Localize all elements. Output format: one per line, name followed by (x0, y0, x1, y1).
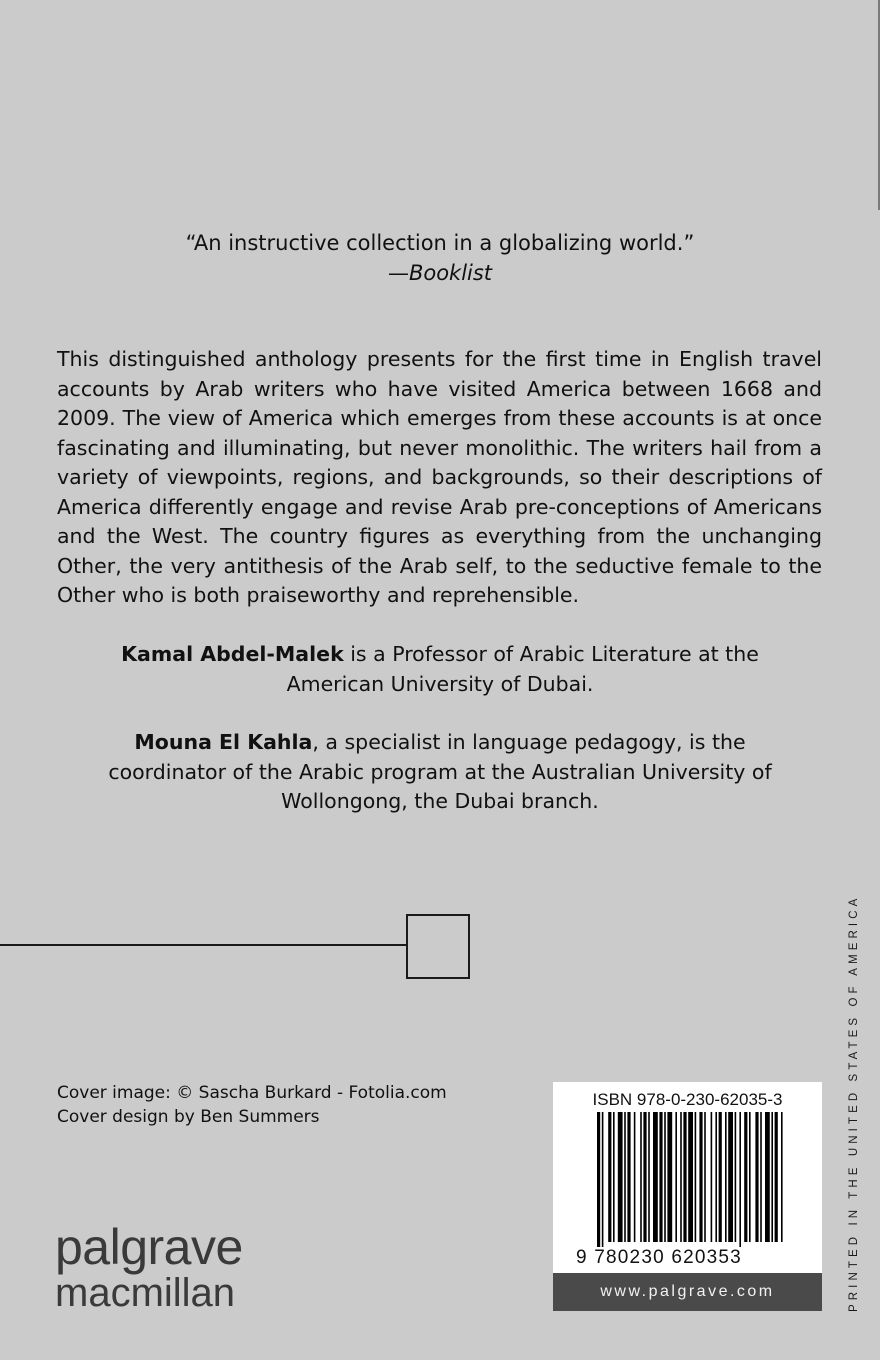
author-bio-text-1: is a Professor of Arabic Literature at the American University of Dubai. (286, 642, 759, 696)
barcode-bar (725, 1112, 727, 1242)
barcode-bar (624, 1112, 626, 1242)
barcode-bar (634, 1112, 636, 1242)
barcode-bar (739, 1112, 741, 1254)
barcode-bar (760, 1112, 762, 1242)
review-quote (0, 228, 880, 288)
author-bio-text-2: , a specialist in language pedagogy, is the coordinator of the Arabic program at the Australian University of Wollongong, the Dubai branch. (108, 730, 772, 813)
barcode-bar (719, 1112, 722, 1242)
printed-notice: PRINTED IN THE UNITED STATES OF AMERICA (848, 894, 860, 1312)
barcode-bar (735, 1112, 737, 1242)
barcode-bar (643, 1112, 646, 1242)
barcode-digits-text: 9 780230 620353 (576, 1247, 742, 1268)
cover-image-credit: Cover image: © Sascha Burkard - Fotolia.com (57, 1083, 447, 1103)
barcode-bar (699, 1112, 702, 1242)
barcode-bar (755, 1112, 758, 1242)
barcode-bar (704, 1112, 706, 1242)
barcode-bar (618, 1112, 623, 1242)
barcode-bar (744, 1112, 747, 1242)
barcode-bar (653, 1112, 658, 1242)
publisher-logo-line1: palgrave (55, 1219, 243, 1275)
author-bio-1 (100, 640, 780, 699)
quote-text: “An instructive collection in a globalizing world.” (185, 231, 695, 255)
cover-credits (57, 1081, 447, 1129)
barcode-digits (575, 1247, 795, 1269)
cover-design-credit: Cover design by Ben Summers (57, 1107, 320, 1127)
barcode-bar (775, 1112, 778, 1242)
barcode-icon (597, 1112, 787, 1254)
publisher-logo (55, 1219, 243, 1315)
barcode-bar (715, 1112, 717, 1242)
barcode-bar (602, 1112, 604, 1254)
barcode-panel (553, 1082, 822, 1311)
barcode-bar (749, 1112, 751, 1242)
barcode-bar (781, 1112, 783, 1242)
author-bio-2 (100, 728, 780, 817)
barcode-bar (711, 1112, 713, 1242)
barcode-bar (659, 1112, 662, 1242)
book-description: This distinguished anthology presents for the first time in English travel accounts by Arab writers who have visited America between 1668 and 2009. The view of America which emerges from these accounts is at once fascinating and illuminating, but never monolithic. The writers hail from a variety of viewpoints, regions, and backgrounds, so their descriptions of America differently engage and revise Arab pre-conceptions of Americans and the West. The country figures as everything from the unchanging Other, the very antithesis of the Arab self, to the seductive female to the Other who is both praiseworthy and reprehensible. (57, 347, 822, 607)
author-name-1: Kamal Abdel-Malek (121, 642, 344, 666)
barcode-bar (667, 1112, 672, 1242)
publisher-website: www.palgrave.com (553, 1273, 822, 1311)
barcode-bar (695, 1112, 697, 1242)
divider-square (406, 914, 470, 979)
barcode-bar (597, 1112, 600, 1254)
publisher-logo-line2: macmillan (55, 1271, 236, 1315)
barcode-bar (688, 1112, 693, 1242)
quote-source: —Booklist (387, 261, 493, 285)
divider-line (0, 944, 408, 946)
barcode-bar (664, 1112, 666, 1242)
barcode-bar (640, 1112, 642, 1242)
barcode-bar (608, 1112, 611, 1242)
barcode-bar (648, 1112, 650, 1242)
author-name-2: Mouna El Kahla (134, 730, 313, 754)
barcode-bar (765, 1112, 770, 1242)
barcode-bar (613, 1112, 615, 1242)
isbn-label: ISBN 978-0-230-62035-3 (592, 1090, 783, 1109)
barcode-bar (627, 1112, 630, 1242)
barcode-bar (680, 1112, 682, 1242)
barcode-bar (728, 1112, 733, 1242)
barcode-bar (683, 1112, 686, 1242)
barcode-bar (675, 1112, 677, 1242)
barcode-bar (771, 1112, 773, 1242)
